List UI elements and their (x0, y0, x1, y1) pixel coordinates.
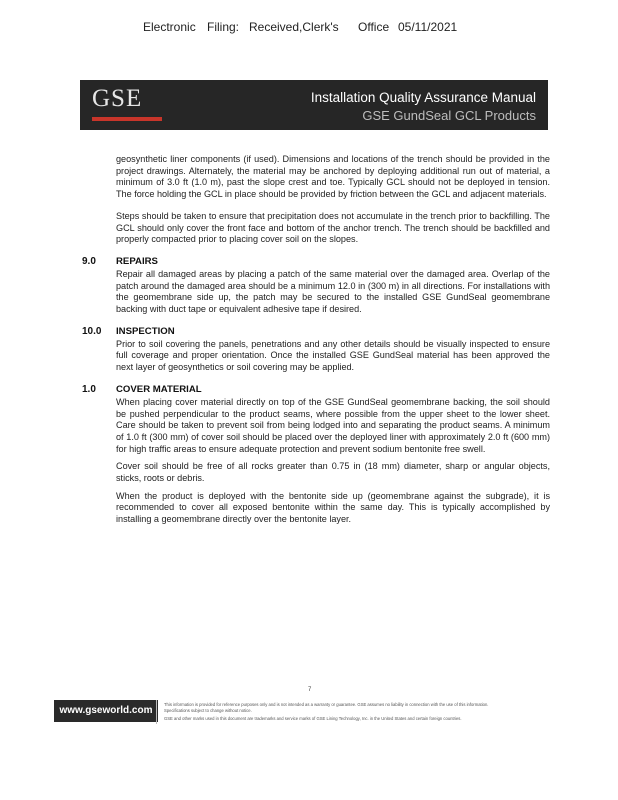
footer-disclaimer: GSE and other marks used in this document are trademarks and service marks of GSE Lining Technology, Inc. in the United States and certain foreign countries. (164, 716, 462, 721)
intro-paragraph: geosynthetic liner components (if used). Dimensions and locations of the trench should be provided in the project drawings. Alternately, the material may be anchored by deploying additional run out of material, a minimum of 3.0 ft (1.0 m), past the slope crest and toe. Typically GCL should not be deployed in tension. The force holding the GCL in place should be provided by friction between the GCL and adjacent materials. (116, 154, 550, 200)
filing-received: Received,Clerk's (249, 20, 339, 34)
section-paragraph: When the product is deployed with the bentonite side up (geomembrane against the subgrade), it is recommended to cover all exposed bentonite within the same day. This is typically accomplished by installing a geomembrane directly over the bentonite layer. (116, 490, 550, 525)
section-title: REPAIRS (116, 255, 158, 267)
section-title: INSPECTION (116, 325, 175, 337)
section-number: 9.0 (82, 255, 96, 267)
section-paragraph: Prior to soil covering the panels, penetrations and any other details should be visually inspected to ensure full coverage and proper orientation. Once the installed GSE GundSeal material has been approved the next layer of geosynthetics or soil covering may be applied. (116, 338, 550, 373)
section-number: 1.0 (82, 383, 96, 395)
section-cover-material (60, 384, 550, 526)
section-paragraph: Repair all damaged areas by placing a patch of the same material over the damaged area. Overlap of the patch around the damaged area should be a minimum 12.0 in (300 m) in all directions. For installations with the geomembrane side up, the patch may be secured to the installed GSE GundSeal geomembrane backing with duct tape or equivalent adhesive tape if desired. (116, 268, 550, 315)
gse-logo: GSE (92, 85, 143, 112)
section-number: 10.0 (82, 325, 102, 337)
document-body (60, 154, 550, 532)
section-paragraph: Cover soil should be free of all rocks greater than 0.75 in (18 mm) diameter, sharp or angular objects, sticks, roots or debris. (116, 461, 550, 484)
logo-underline (92, 117, 162, 121)
website-link[interactable]: www.gseworld.com (59, 705, 153, 716)
section-inspection (60, 326, 550, 374)
footer-website-badge (54, 700, 158, 722)
footer-disclaimer: Specifications subject to change without notice. (164, 708, 252, 713)
header-banner (80, 80, 548, 130)
footer-disclaimer: This information is provided for reference purposes only and is not intended as a warranty or guarantee. GSE assumes no liability in connection with the use of this information. (164, 702, 489, 707)
intro-paragraph: Steps should be taken to ensure that precipitation does not accumulate in the trench prior to backfilling. The GCL should only cover the front face and bottom of the anchor trench. The trench should be backfilled and properly compacted prior to placing cover soil on the slopes. (116, 210, 550, 245)
section-title: COVER MATERIAL (116, 383, 202, 395)
section-repairs (60, 256, 550, 316)
filing-electronic: Electronic (143, 20, 196, 34)
filing-office: Office (358, 20, 390, 34)
filing-label: Filing: (207, 20, 240, 34)
manual-title: Installation Quality Assurance Manual (310, 90, 536, 105)
section-paragraph: When placing cover material directly on top of the GSE GundSeal geomembrane backing, the soil should be pushed perpendicular to the product seams, where possible from the upper sheet to the lower sheet. Care should be taken to prevent soil from being lodged into and separating the product seams. A minimum of 1.0 ft (300 mm) of cover soil should be placed over the deployed liner with approximately 2.0 ft (600 mm) for high traffic areas to ensure adequate protection and prevent sodium bentonite free swell. (116, 396, 550, 454)
footer-divider (156, 700, 157, 724)
filing-date: 05/11/2021 (398, 20, 458, 34)
manual-subtitle: GSE GundSeal GCL Products (362, 108, 536, 123)
page-number: 7 (308, 687, 312, 693)
